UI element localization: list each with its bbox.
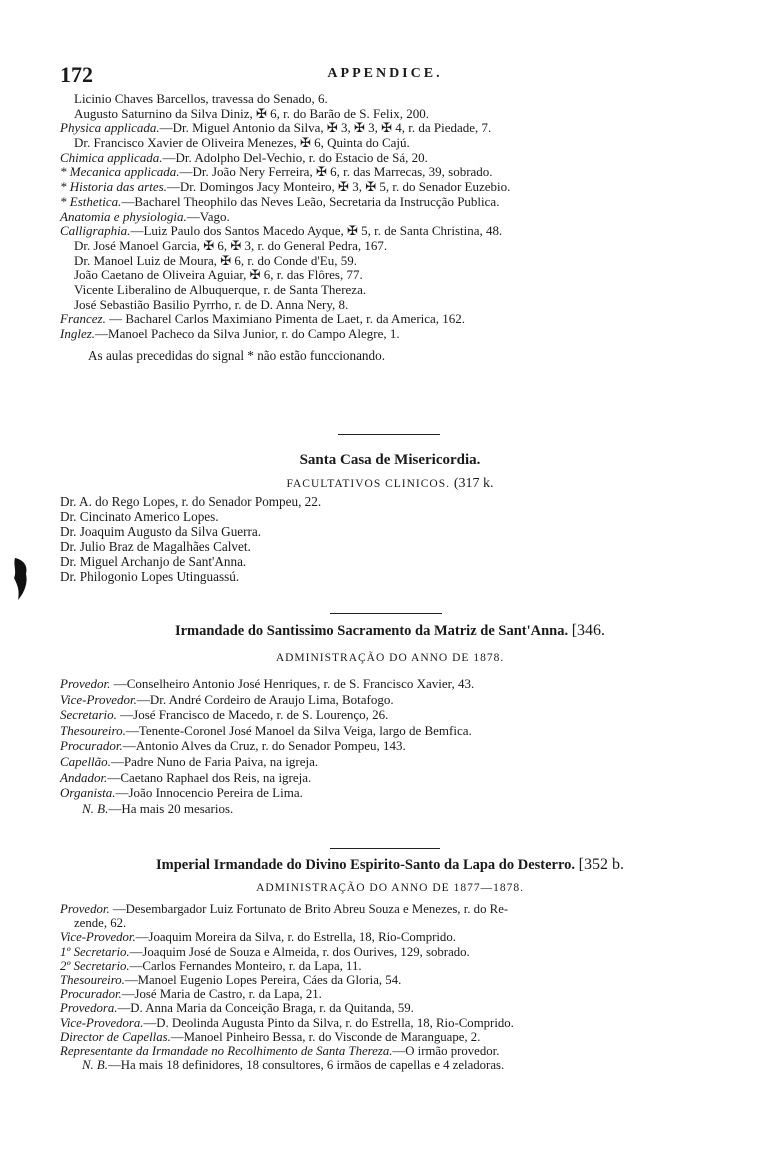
line-label: Provedor. — [60, 902, 110, 916]
line-text: —Dr. Domingos Jacy Monteiro, ✠ 3, ✠ 5, r. do Senador Euzebio. — [166, 179, 511, 195]
section-title: Santa Casa de Misericordia. — [299, 452, 481, 468]
line-text: —Bacharel Theophilo das Neves Leão, Secretaria da Instrucção Publica. — [121, 193, 500, 209]
course-lines — [60, 92, 720, 342]
line-label: Procurador. — [60, 738, 123, 754]
header-title: APPENDICE. — [327, 66, 443, 81]
physician-line: Dr. A. do Rego Lopes, r. do Senador Pompeu, 22. — [60, 494, 322, 509]
line-text: —Desembargador Luiz Fortunato de Brito Abreu Souza e Menezes, r. do Re- — [109, 902, 509, 916]
line-label: Calligraphia. — [60, 223, 131, 239]
line-label: * Esthetica. — [60, 193, 122, 209]
line-text: —Joaquim José de Souza e Almeida, r. dos Ourives, 129, sobrado. — [129, 944, 470, 959]
text-line — [60, 107, 720, 122]
text-line — [60, 707, 720, 723]
line-label: Director de Capellas. — [60, 1029, 171, 1044]
page-number: 172 — [60, 62, 93, 87]
text-line — [60, 902, 720, 916]
line-text: — Bacharel Carlos Maximiano Pimenta de Laet, r. da America, 162. — [105, 311, 466, 327]
line-text: —D. Deolinda Augusta Pinto da Silva, r. do Estrella, 18, Rio-Comprido. — [143, 1015, 514, 1030]
nota-bene — [60, 801, 720, 817]
line-text: —Dr. Adolpho Del-Vechio, r. do Estacio de Sá, 20. — [162, 149, 428, 165]
nota-bene — [60, 1058, 720, 1072]
line-label: Vice-Provedora. — [60, 1015, 144, 1030]
line-text: Augusto Saturnino da Silva Diniz, ✠ 6, r. do Barão de S. Felix, 200. — [74, 105, 430, 121]
subtitle-ref: (317 k. — [453, 476, 494, 491]
line-label: Procurador. — [60, 987, 122, 1002]
text-line — [60, 239, 720, 254]
line-text: —Carlos Fernandes Monteiro, r. da Lapa, 11. — [129, 958, 362, 973]
administration-list — [60, 902, 720, 1058]
note-label: N. B. — [82, 1058, 108, 1073]
text-line — [60, 165, 720, 180]
line-label: Francez. — [60, 311, 106, 327]
text-line — [60, 959, 720, 973]
line-text: Dr. Manoel Luiz de Moura, ✠ 6, r. do Conde d'Eu, 59. — [74, 252, 357, 268]
text-line — [60, 738, 720, 754]
text-line — [60, 930, 720, 944]
line-text: —Conselheiro Antonio José Henriques, r. de S. Francisco Xavier, 43. — [110, 676, 475, 691]
line-text: José Sebastião Basilio Pyrrho, r. de D. Anna Nery, 8. — [74, 296, 349, 312]
line-text: —Dr. André Cordeiro de Araujo Lima, Botafogo. — [136, 691, 394, 707]
line-text: —José Maria de Castro, r. da Lapa, 21. — [121, 987, 322, 1002]
title-text: Irmandade do Santissimo Sacramento da Matriz de Sant'Anna. — [174, 623, 569, 639]
text-line — [60, 180, 720, 195]
line-text: —Joaquim Moreira da Silva, r. do Estrella, 18, Rio-Comprido. — [135, 930, 456, 945]
divider — [330, 848, 440, 849]
note-text: —Ha mais 18 definidores, 18 consultores, 6 irmãos de capellas e 4 zeladoras. — [107, 1058, 505, 1073]
section-subtitle: ADMINISTRAÇÃO DO ANNO DE 1878. — [275, 652, 505, 664]
line-label: * Historia das artes. — [60, 179, 167, 195]
line-label: Thesoureiro. — [60, 722, 126, 738]
text-line — [60, 916, 720, 930]
text-line — [60, 973, 720, 987]
text-line — [60, 1001, 720, 1015]
line-label: Capellão. — [60, 753, 111, 769]
line-label: Thesoureiro. — [60, 972, 125, 987]
text-line — [60, 224, 720, 239]
text-line — [60, 785, 720, 801]
line-label: Anatomia e physiologia. — [60, 208, 187, 224]
physician-line: Dr. Joaquim Augusto da Silva Guerra. — [60, 524, 262, 539]
divider — [338, 434, 440, 435]
line-text: Vicente Liberalino de Albuquerque, r. de Santa Thereza. — [74, 281, 367, 297]
text-line — [60, 754, 720, 770]
lapa-section — [60, 856, 720, 1072]
line-label: Provedora. — [60, 1001, 118, 1016]
text-line — [60, 945, 720, 959]
line-text: —Dr. Miguel Antonio da Silva, ✠ 3, ✠ 3, ✠ 4, r. da Piedade, 7. — [159, 120, 492, 136]
text-line — [60, 327, 720, 342]
text-line — [60, 676, 720, 692]
course-list — [60, 92, 720, 363]
line-text: —Antonio Alves da Cruz, r. do Senador Pompeu, 143. — [122, 738, 406, 754]
line-text: —Manoel Eugenio Lopes Pereira, Cáes da Gloria, 54. — [124, 972, 402, 987]
line-text: —Caetano Raphael dos Reis, na igreja. — [107, 769, 312, 785]
line-label: Physica applicada. — [60, 120, 160, 136]
text-line — [60, 136, 720, 151]
note-text: —Ha mais 20 mesarios. — [108, 800, 234, 816]
line-text: Dr. Francisco Xavier de Oliveira Menezes, ✠ 6, Quinta do Cajú. — [74, 135, 410, 151]
line-label: Secretario. — [60, 707, 117, 723]
line-text: —O irmão provedor. — [392, 1043, 500, 1058]
physician-list — [60, 494, 720, 584]
section-subtitle — [60, 476, 720, 492]
text-line — [60, 1044, 720, 1058]
line-text: —Luiz Paulo dos Santos Macedo Ayque, ✠ 5, r. de Santa Christina, 48. — [130, 223, 503, 239]
section-title — [60, 622, 720, 640]
physician-line: Dr. Cincinato Americo Lopes. — [60, 509, 219, 524]
line-label: 1º Secretario. — [60, 944, 130, 959]
section-title — [60, 856, 720, 874]
text-line — [60, 692, 720, 708]
text-line — [60, 268, 720, 283]
physician-line: Dr. Julio Braz de Magalhães Calvet. — [60, 539, 251, 554]
line-text: —Manoel Pinheiro Bessa, r. do Visconde de Maranguape, 2. — [170, 1029, 481, 1044]
line-text: —Tenente-Coronel José Manoel da Silva Veiga, largo de Bemfica. — [125, 722, 472, 738]
line-text: —D. Anna Maria da Conceição Braga, r. da Quitanda, 59. — [117, 1001, 414, 1016]
line-text: Dr. José Manoel Garcia, ✠ 6, ✠ 3, r. do General Pedra, 167. — [74, 237, 388, 253]
physician-line: Dr. Philogonio Lopes Utinguassú. — [60, 569, 240, 584]
line-text: —João Innocencio Pereira de Lima. — [115, 785, 303, 801]
note-label: N. B. — [82, 800, 109, 816]
text-line — [60, 298, 720, 313]
line-label: 2º Secretario. — [60, 958, 130, 973]
line-text: zende, 62. — [74, 916, 127, 931]
running-header — [60, 64, 710, 86]
line-label: Vice-Provedor. — [60, 691, 137, 707]
text-line — [60, 254, 720, 269]
line-text: —Vago. — [186, 208, 230, 224]
text-line — [60, 151, 720, 166]
text-line — [60, 210, 720, 225]
title-ref: [352 b. — [578, 856, 624, 873]
line-label: Inglez. — [60, 326, 96, 341]
administration-list — [60, 676, 720, 801]
line-label: Provedor. — [60, 676, 111, 691]
text-line — [60, 283, 720, 298]
line-text: —Manoel Pacheco da Silva Junior, r. do Campo Alegre, 1. — [95, 326, 400, 341]
line-text: Licinio Chaves Barcellos, travessa do Senado, 6. — [74, 91, 328, 106]
sacramento-section — [60, 622, 720, 816]
ink-blot-mark — [12, 556, 30, 602]
text-line — [60, 770, 720, 786]
physician-line: Dr. Miguel Archanjo de Sant'Anna. — [60, 554, 247, 569]
title-text: Imperial Irmandade do Divino Espirito-Santo da Lapa do Desterro. — [155, 857, 576, 873]
text-line — [60, 1030, 720, 1044]
line-text: —Padre Nuno de Faria Paiva, na igreja. — [110, 753, 319, 769]
text-line — [60, 121, 720, 136]
line-label: Representante da Irmandade no Recolhimento de Santa Thereza. — [60, 1043, 393, 1058]
line-text: —José Francisco de Macedo, r. de S. Lourenço, 26. — [116, 707, 389, 723]
misericordia-section — [60, 452, 720, 584]
section-subtitle: ADMINISTRAÇÃO DO ANNO DE 1877—1878. — [256, 882, 524, 894]
title-ref: [346. — [571, 622, 606, 639]
line-text: —Dr. João Nery Ferreira, ✠ 6, r. das Marrecas, 39, sobrado. — [179, 164, 493, 180]
line-text: João Caetano de Oliveira Aguiar, ✠ 6, r. das Flôres, 77. — [74, 267, 363, 283]
line-label: Andador. — [60, 769, 108, 785]
text-line — [60, 92, 720, 107]
line-label: Organista. — [60, 785, 116, 801]
footnote: As aulas precedidas do signal * não estão funccionando. — [88, 347, 385, 363]
text-line — [60, 1016, 720, 1030]
text-line — [60, 312, 720, 327]
text-line — [60, 195, 720, 210]
line-label: * Mecanica applicada. — [60, 164, 180, 180]
line-label: Vice-Provedor. — [60, 930, 136, 945]
divider — [330, 613, 442, 614]
subtitle-text: FACULTATIVOS CLINICOS. — [286, 478, 451, 490]
text-line — [60, 723, 720, 739]
line-label: Chimica applicada. — [60, 149, 163, 165]
text-line — [60, 987, 720, 1001]
